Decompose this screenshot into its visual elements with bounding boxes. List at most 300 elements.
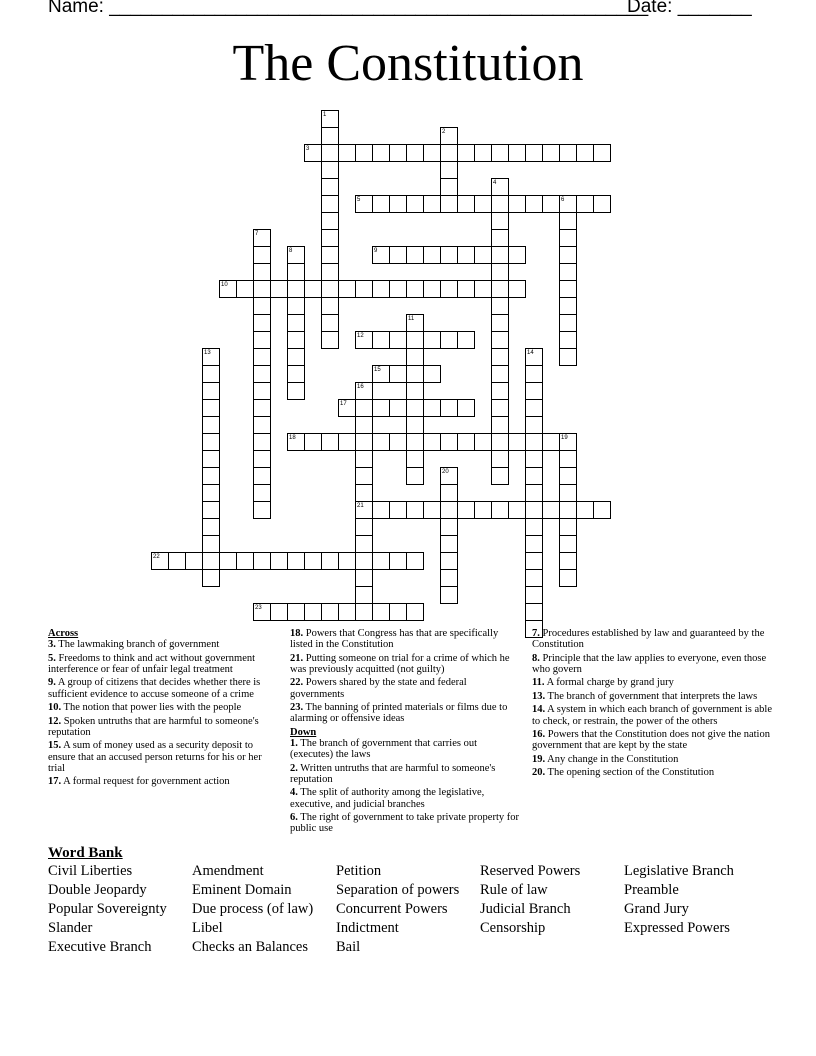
crossword-cell[interactable] — [440, 246, 458, 264]
crossword-cell[interactable] — [491, 382, 509, 400]
crossword-cell[interactable] — [491, 365, 509, 383]
clue-item — [290, 628, 522, 650]
clue-item-text: The right of government to take private property for public use — [290, 812, 519, 835]
crossword-cell[interactable] — [338, 144, 356, 162]
crossword-cell[interactable] — [559, 212, 577, 230]
crossword-cell[interactable] — [491, 450, 509, 468]
crossword-cell[interactable] — [236, 280, 254, 298]
crossword-cell[interactable] — [321, 603, 339, 621]
crossword-cell[interactable] — [372, 433, 390, 451]
crossword-cell[interactable] — [559, 501, 577, 519]
crossword-cell[interactable] — [406, 603, 424, 621]
crossword-cell[interactable] — [406, 399, 424, 417]
crossword-cell[interactable] — [457, 280, 475, 298]
crossword-cell[interactable] — [423, 365, 441, 383]
crossword-cell[interactable] — [202, 382, 220, 400]
crossword-cell[interactable] — [559, 229, 577, 247]
crossword-cell[interactable] — [406, 365, 424, 383]
crossword-cell[interactable] — [525, 144, 543, 162]
crossword-cell[interactable] — [440, 399, 458, 417]
crossword-cell[interactable] — [287, 263, 305, 281]
crossword-cell[interactable] — [559, 280, 577, 298]
crossword-cell[interactable] — [219, 552, 237, 570]
crossword-cell[interactable] — [372, 552, 390, 570]
crossword-cell[interactable] — [525, 382, 543, 400]
clue-number: 6 — [561, 197, 565, 203]
clue-item-text: Freedoms to think and act without government interference or fear of unfair legal treatment — [48, 652, 256, 675]
crossword-cell[interactable] — [202, 518, 220, 536]
crossword-cell[interactable] — [440, 501, 458, 519]
crossword-cell[interactable] — [525, 603, 543, 621]
clue-item — [48, 639, 278, 650]
down-heading: Down — [290, 726, 317, 738]
crossword-cell[interactable] — [287, 280, 305, 298]
crossword-cell[interactable] — [406, 382, 424, 400]
crossword-cell[interactable] — [389, 246, 407, 264]
crossword-cell[interactable] — [440, 484, 458, 502]
crossword-cell[interactable] — [270, 552, 288, 570]
crossword-cell[interactable] — [440, 535, 458, 553]
crossword-cell[interactable] — [202, 399, 220, 417]
crossword-cell[interactable] — [406, 195, 424, 213]
crossword-cell[interactable] — [423, 433, 441, 451]
crossword-cell[interactable] — [253, 433, 271, 451]
crossword-cell[interactable] — [457, 331, 475, 349]
clue-item-number: 12. — [48, 715, 62, 727]
crossword-cell[interactable] — [202, 569, 220, 587]
crossword-cell[interactable] — [491, 212, 509, 230]
crossword-cell[interactable] — [525, 501, 543, 519]
clue-item-number: 13. — [532, 690, 546, 702]
crossword-cell[interactable] — [508, 280, 526, 298]
crossword-cell[interactable] — [593, 501, 611, 519]
crossword-cell[interactable] — [525, 484, 543, 502]
clue-item — [532, 691, 772, 702]
clue-number: 7 — [255, 231, 259, 237]
crossword-cell[interactable] — [253, 263, 271, 281]
crossword-cell[interactable] — [440, 433, 458, 451]
crossword-cell[interactable] — [270, 603, 288, 621]
clue-item-number: 14. — [532, 704, 546, 716]
crossword-cell[interactable] — [389, 365, 407, 383]
clue-item-number: 23. — [290, 702, 304, 714]
crossword-cell[interactable] — [440, 586, 458, 604]
clue-number: 22 — [153, 554, 160, 560]
crossword-cell[interactable] — [559, 569, 577, 587]
clue-item-text: A group of citizens that decides whether there is sufficient evidence to accuse someone of a crime — [48, 677, 261, 700]
crossword-cell[interactable] — [389, 280, 407, 298]
word-bank-entry: Judicial Branch — [480, 901, 571, 917]
crossword-cell[interactable] — [253, 467, 271, 485]
crossword-cell[interactable] — [253, 552, 271, 570]
crossword-cell[interactable] — [253, 246, 271, 264]
crossword-cell[interactable] — [338, 552, 356, 570]
clue-item-text: Any change in the Constitution — [545, 753, 679, 765]
crossword-cell[interactable] — [406, 331, 424, 349]
crossword-cell[interactable] — [559, 144, 577, 162]
crossword-cell[interactable] — [389, 399, 407, 417]
crossword-cell[interactable] — [253, 484, 271, 502]
clue-item — [290, 738, 522, 760]
crossword-cell[interactable] — [389, 144, 407, 162]
crossword-cell[interactable] — [321, 246, 339, 264]
crossword-cell[interactable] — [321, 433, 339, 451]
clue-number: 3 — [306, 146, 310, 152]
crossword-cell[interactable] — [321, 229, 339, 247]
clue-item — [290, 677, 522, 699]
crossword-cell[interactable] — [474, 246, 492, 264]
crossword-cell[interactable] — [287, 603, 305, 621]
crossword-cell[interactable] — [355, 518, 373, 536]
crossword-cell[interactable] — [423, 501, 441, 519]
crossword-cell[interactable] — [423, 280, 441, 298]
crossword-cell[interactable] — [525, 518, 543, 536]
crossword-cell[interactable] — [372, 280, 390, 298]
crossword-cell[interactable] — [253, 365, 271, 383]
crossword-cell[interactable] — [491, 229, 509, 247]
crossword-cell[interactable] — [440, 280, 458, 298]
clue-item — [290, 787, 522, 809]
crossword-cell[interactable] — [491, 331, 509, 349]
clue-item — [48, 716, 278, 738]
crossword-cell[interactable] — [508, 144, 526, 162]
crossword-cell[interactable] — [474, 433, 492, 451]
crossword-cell[interactable] — [593, 195, 611, 213]
crossword-cell[interactable] — [440, 569, 458, 587]
crossword-cell[interactable] — [423, 144, 441, 162]
crossword-cell[interactable] — [542, 195, 560, 213]
crossword-cell[interactable] — [508, 433, 526, 451]
date-field-label: Date: _______ — [627, 0, 752, 17]
crossword-cell[interactable] — [491, 314, 509, 332]
crossword-cell[interactable] — [491, 348, 509, 366]
crossword-cell[interactable] — [389, 433, 407, 451]
crossword-cell[interactable] — [406, 348, 424, 366]
crossword-cell[interactable] — [491, 280, 509, 298]
crossword-cell[interactable] — [389, 552, 407, 570]
clue-item-text: Powers that Congress has that are specifically listed in the Constitution — [290, 628, 499, 651]
crossword-cell[interactable] — [321, 178, 339, 196]
clue-number: 11 — [408, 316, 415, 322]
crossword-cell[interactable] — [355, 484, 373, 502]
crossword-cell[interactable] — [491, 399, 509, 417]
crossword-cell[interactable] — [202, 501, 220, 519]
clue-number: 9 — [374, 248, 378, 254]
clue-number: 8 — [289, 248, 293, 254]
crossword-cell[interactable] — [355, 433, 373, 451]
crossword-cell[interactable] — [372, 144, 390, 162]
crossword-cell[interactable] — [440, 518, 458, 536]
crossword-cell[interactable] — [287, 348, 305, 366]
crossword-cell[interactable] — [372, 331, 390, 349]
crossword-cell[interactable] — [525, 416, 543, 434]
crossword-cell[interactable] — [457, 195, 475, 213]
crossword-cell[interactable] — [355, 603, 373, 621]
clue-item-text: The split of authority among the legislative, executive, and judicial branches — [290, 787, 485, 810]
crossword-cell[interactable] — [321, 297, 339, 315]
crossword-cell[interactable] — [202, 467, 220, 485]
clue-item-number: 20. — [532, 767, 546, 779]
crossword-cell[interactable] — [423, 331, 441, 349]
clue-number: 14 — [527, 350, 534, 356]
crossword-cell[interactable] — [168, 552, 186, 570]
crossword-cell[interactable] — [202, 416, 220, 434]
crossword-cell[interactable] — [304, 280, 322, 298]
crossword-cell[interactable] — [576, 501, 594, 519]
crossword-cell[interactable] — [525, 365, 543, 383]
crossword-cell[interactable] — [202, 365, 220, 383]
crossword-cell[interactable] — [202, 535, 220, 553]
word-bank-entry: Amendment — [192, 863, 264, 879]
crossword-cell[interactable] — [202, 433, 220, 451]
crossword-cell[interactable] — [355, 144, 373, 162]
crossword-cell[interactable] — [559, 535, 577, 553]
crossword-cell[interactable] — [474, 501, 492, 519]
crossword-cell[interactable] — [457, 144, 475, 162]
crossword-cell[interactable] — [491, 433, 509, 451]
crossword-cell[interactable] — [355, 450, 373, 468]
crossword-cell[interactable] — [491, 144, 509, 162]
crossword-cell[interactable] — [542, 433, 560, 451]
clue-item — [532, 754, 772, 765]
crossword-cell[interactable] — [287, 297, 305, 315]
crossword-cell[interactable] — [406, 433, 424, 451]
crossword-cell[interactable] — [525, 450, 543, 468]
crossword-cell[interactable] — [304, 433, 322, 451]
clue-number: 19 — [561, 435, 568, 441]
crossword-cell[interactable] — [355, 467, 373, 485]
crossword-cell[interactable] — [491, 416, 509, 434]
crossword-cell[interactable] — [372, 399, 390, 417]
crossword-cell[interactable] — [440, 144, 458, 162]
crossword-cell[interactable] — [474, 280, 492, 298]
crossword-cell[interactable] — [525, 552, 543, 570]
crossword-cell[interactable] — [593, 144, 611, 162]
clue-number: 18 — [289, 435, 296, 441]
crossword-cell[interactable] — [372, 501, 390, 519]
clue-item-text: Powers that the Constitution does not give the nation government that are kept by the state — [532, 729, 770, 752]
crossword-cell[interactable] — [321, 127, 339, 145]
clue-number: 1 — [323, 112, 327, 118]
crossword-cell[interactable] — [338, 603, 356, 621]
word-bank-title: Word Bank — [48, 845, 123, 861]
crossword-cell[interactable] — [406, 144, 424, 162]
crossword-cell[interactable] — [508, 246, 526, 264]
crossword-cell[interactable] — [525, 535, 543, 553]
crossword-cell[interactable] — [389, 195, 407, 213]
clue-item — [532, 653, 772, 675]
clue-number: 15 — [374, 367, 381, 373]
crossword-cell[interactable] — [491, 246, 509, 264]
crossword-cell[interactable] — [525, 195, 543, 213]
crossword-cell[interactable] — [355, 280, 373, 298]
crossword-cell[interactable] — [576, 144, 594, 162]
crossword-cell[interactable] — [406, 450, 424, 468]
clue-number: 10 — [221, 282, 228, 288]
clue-item — [532, 677, 772, 688]
clue-item-number: 17. — [48, 776, 62, 788]
crossword-cell[interactable] — [457, 399, 475, 417]
crossword-cell[interactable] — [253, 450, 271, 468]
crossword-cell[interactable] — [287, 365, 305, 383]
crossword-cell[interactable] — [559, 246, 577, 264]
crossword-cell[interactable] — [389, 603, 407, 621]
clue-item-text: The branch of government that interprets the laws — [545, 690, 758, 702]
clue-item-text: The notion that power lies with the people — [61, 702, 242, 714]
crossword-cell[interactable] — [270, 280, 288, 298]
crossword-cell[interactable] — [321, 263, 339, 281]
crossword-cell[interactable] — [253, 314, 271, 332]
crossword-cell[interactable] — [457, 433, 475, 451]
crossword-cell[interactable] — [559, 263, 577, 281]
crossword-cell[interactable] — [491, 501, 509, 519]
crossword-cell[interactable] — [525, 399, 543, 417]
word-bank-entry: Petition — [336, 863, 382, 879]
crossword-cell[interactable] — [321, 331, 339, 349]
crossword-cell[interactable] — [559, 467, 577, 485]
crossword-cell[interactable] — [525, 433, 543, 451]
word-bank-entry: Due process (of law) — [192, 901, 314, 917]
crossword-cell[interactable] — [440, 161, 458, 179]
crossword-cell[interactable] — [202, 484, 220, 502]
clue-item — [532, 704, 772, 726]
crossword-cell[interactable] — [355, 569, 373, 587]
crossword-cell[interactable] — [474, 195, 492, 213]
crossword-cell[interactable] — [406, 246, 424, 264]
crossword-cell[interactable] — [542, 501, 560, 519]
crossword-cell[interactable] — [440, 195, 458, 213]
clue-item — [290, 763, 522, 785]
crossword-cell[interactable] — [423, 399, 441, 417]
crossword-cell[interactable] — [236, 552, 254, 570]
crossword-cell[interactable] — [253, 280, 271, 298]
crossword-cell[interactable] — [440, 331, 458, 349]
crossword-cell[interactable] — [406, 552, 424, 570]
word-bank-entry: Reserved Powers — [480, 863, 581, 879]
word-bank-entry: Preamble — [624, 882, 679, 898]
clue-number: 16 — [357, 384, 364, 390]
crossword-cell[interactable] — [287, 331, 305, 349]
crossword-cell[interactable] — [576, 195, 594, 213]
crossword-cell[interactable] — [321, 161, 339, 179]
crossword-cell[interactable] — [491, 263, 509, 281]
crossword-cell[interactable] — [423, 195, 441, 213]
crossword-cell[interactable] — [355, 586, 373, 604]
across-clues-column-1 — [48, 628, 278, 790]
word-bank-entry: Bail — [336, 939, 361, 955]
crossword-cell[interactable] — [491, 297, 509, 315]
word-bank-entry: Eminent Domain — [192, 882, 292, 898]
crossword-cell[interactable] — [321, 144, 339, 162]
crossword-cell[interactable] — [372, 195, 390, 213]
crossword-cell[interactable] — [202, 450, 220, 468]
crossword-cell[interactable] — [338, 433, 356, 451]
crossword-cell[interactable] — [287, 314, 305, 332]
crossword-cell[interactable] — [440, 552, 458, 570]
crossword-cell[interactable] — [287, 382, 305, 400]
crossword-cell[interactable] — [389, 331, 407, 349]
crossword-cell[interactable] — [372, 603, 390, 621]
crossword-cell[interactable] — [253, 501, 271, 519]
crossword-cell[interactable] — [338, 280, 356, 298]
clue-item-text: A sum of money used as a security deposit to ensure that an accused person returns for his or her trial — [48, 740, 262, 774]
word-bank-entry: Concurrent Powers — [336, 901, 448, 917]
clue-number: 20 — [442, 469, 449, 475]
crossword-cell[interactable] — [491, 195, 509, 213]
word-bank-entry: Double Jeopardy — [48, 882, 147, 898]
crossword-cell[interactable] — [253, 399, 271, 417]
crossword-cell[interactable] — [321, 280, 339, 298]
crossword-cell[interactable] — [491, 467, 509, 485]
crossword-cell[interactable] — [287, 552, 305, 570]
crossword-cell[interactable] — [457, 246, 475, 264]
crossword-cell[interactable] — [253, 348, 271, 366]
crossword-cell[interactable] — [508, 195, 526, 213]
crossword-cell[interactable] — [525, 467, 543, 485]
crossword-cell[interactable] — [559, 314, 577, 332]
crossword-cell[interactable] — [508, 501, 526, 519]
clue-item-number: 15. — [48, 740, 62, 752]
crossword-cell[interactable] — [406, 501, 424, 519]
crossword-cell[interactable] — [253, 416, 271, 434]
clue-item — [290, 812, 522, 834]
crossword-cell[interactable] — [321, 552, 339, 570]
crossword-cell[interactable] — [253, 297, 271, 315]
crossword-cell[interactable] — [440, 178, 458, 196]
crossword-cell[interactable] — [304, 603, 322, 621]
crossword-cell[interactable] — [406, 467, 424, 485]
clue-item-text: Spoken untruths that are harmful to someone's reputation — [48, 715, 259, 738]
crossword-cell[interactable] — [559, 331, 577, 349]
crossword-cell[interactable] — [355, 552, 373, 570]
clue-number: 13 — [204, 350, 211, 356]
crossword-cell[interactable] — [185, 552, 203, 570]
crossword-cell[interactable] — [559, 484, 577, 502]
clue-item-text: Powers shared by the state and federal governments — [290, 677, 467, 700]
crossword-cell[interactable] — [355, 416, 373, 434]
crossword-cell[interactable] — [253, 382, 271, 400]
crossword-cell[interactable] — [321, 314, 339, 332]
crossword-cell[interactable] — [559, 297, 577, 315]
crossword-cell[interactable] — [474, 144, 492, 162]
crossword-cell[interactable] — [321, 195, 339, 213]
crossword-cell[interactable] — [559, 450, 577, 468]
crossword-cell[interactable] — [559, 348, 577, 366]
word-bank-entry: Libel — [192, 920, 223, 936]
crossword-cell[interactable] — [321, 212, 339, 230]
crossword-cell[interactable] — [525, 569, 543, 587]
crossword-cell[interactable] — [457, 501, 475, 519]
crossword-cell[interactable] — [253, 331, 271, 349]
crossword-cell[interactable] — [423, 246, 441, 264]
clue-number: 17 — [340, 401, 347, 407]
crossword-cell[interactable] — [525, 586, 543, 604]
clue-item-number: 16. — [532, 729, 546, 741]
crossword-cell[interactable] — [355, 399, 373, 417]
crossword-cell[interactable] — [355, 535, 373, 553]
clue-number: 21 — [357, 503, 364, 509]
crossword-cell[interactable] — [559, 518, 577, 536]
crossword-cell[interactable] — [389, 501, 407, 519]
crossword-cell[interactable] — [202, 552, 220, 570]
word-bank-entry: Civil Liberties — [48, 863, 133, 879]
crossword-cell[interactable] — [559, 552, 577, 570]
crossword-cell[interactable] — [406, 416, 424, 434]
clue-item-number: 21. — [290, 652, 304, 664]
crossword-cell[interactable] — [304, 552, 322, 570]
crossword-cell[interactable] — [406, 280, 424, 298]
crossword-cell[interactable] — [542, 144, 560, 162]
